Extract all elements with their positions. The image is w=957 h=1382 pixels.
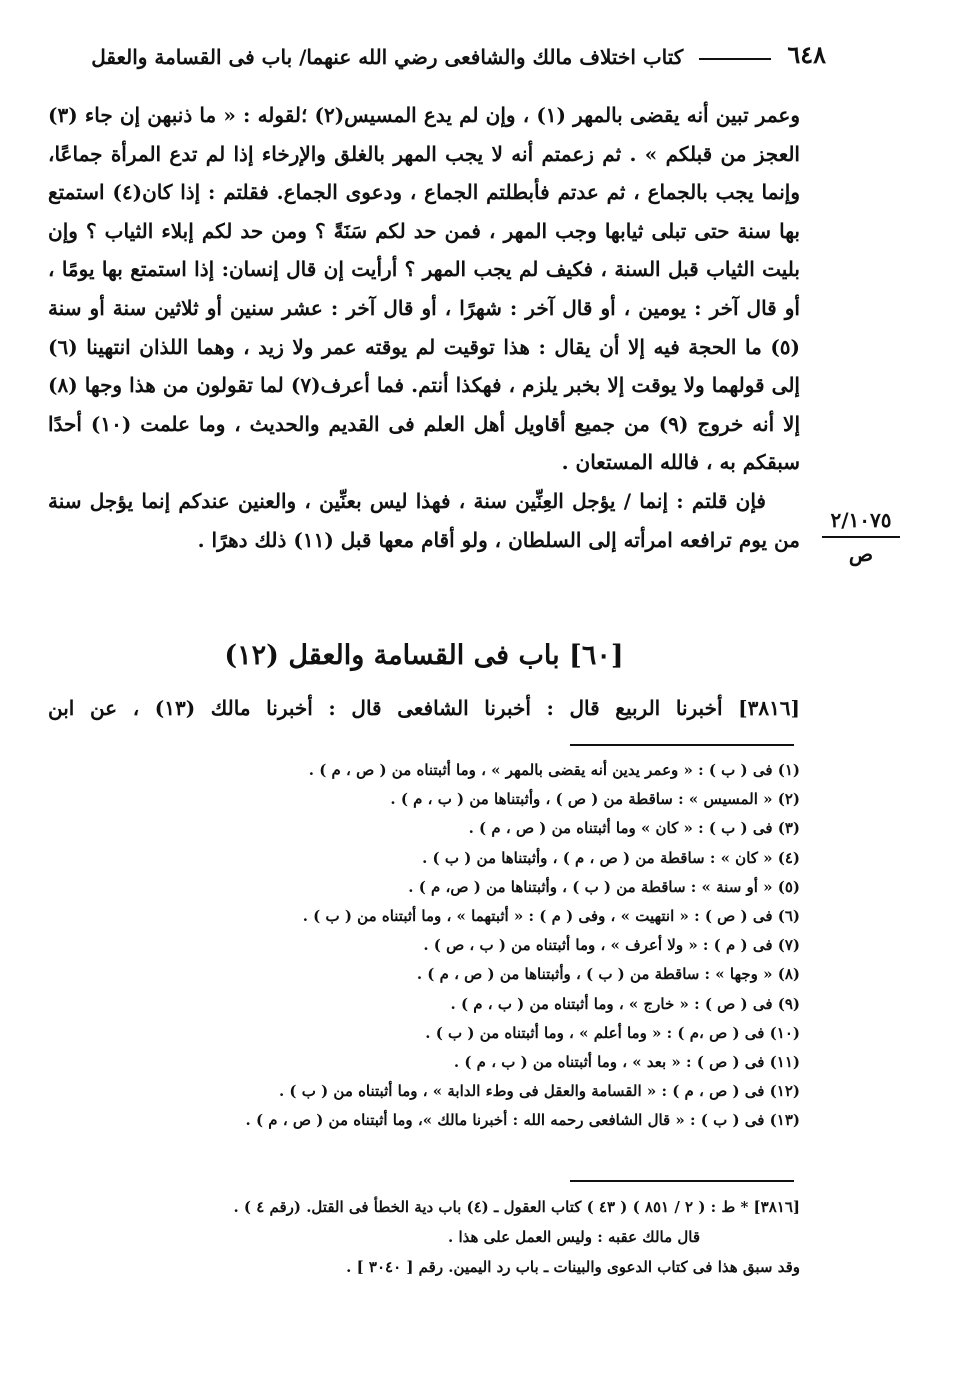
header-rule	[699, 58, 771, 60]
footnote: (١٢) فى ( ص ، م ) : « القسامة والعقل فى وطء الدابة » ، وما أثبتناه من ( ب ) .	[278, 1082, 800, 1101]
source-comment: قال مالك عقبه : وليس العمل على هذا .	[448, 1228, 700, 1246]
manuscript-margin-reference	[822, 508, 900, 566]
source-reference: [٣٨١٦] * ط : ( ٢ / ٨٥١ ) ( ٤٣ ) كتاب العقول ـ (٤) باب دية الخطأ فى القتل. (رقم ٤ ) .	[233, 1198, 800, 1216]
footnote: (٥) « أو سنة » : ساقطة من ( ب ) ، وأثبتناها من ( ص، م ) .	[408, 877, 800, 896]
footnote: (١١) فى ( ص ) : « بعد » ، وما أثبتناه من ( ب ، م ) .	[453, 1053, 800, 1072]
source-separator	[570, 1180, 794, 1182]
footnote: (٩) فى ( ص ) : « خارج » ، وما أثبتناه من ( ب ، م ) .	[450, 994, 800, 1013]
source-notes	[100, 1192, 800, 1282]
margin-ref-siglum: ص	[848, 542, 874, 566]
footnote: (٨) « وجها » : ساقطة من ( ب ) ، وأثبتناها من ( ص ، م ) .	[416, 965, 800, 984]
section-heading: [٦٠] باب فى القسامة والعقل (١٢)	[224, 640, 624, 671]
body-text	[48, 96, 800, 559]
footnote: (١٣) فى ( ب ) : « قال الشافعى رحمه الله : أخبرنا مالك »، وما أثبتناه من ( ص ، م ) .	[245, 1111, 800, 1130]
footnote: (٧) فى ( م ) : « ولا أعرف » ، وما أثبتناه من ( ب ، ص ) .	[423, 936, 800, 955]
running-header	[48, 40, 826, 69]
hadith-opening-line: [٣٨١٦] أخبرنا الربيع قال : أخبرنا الشافعى قال : أخبرنا مالك (١٣) ، عن ابن	[48, 696, 801, 720]
footnotes	[100, 756, 800, 1136]
body-paragraph-1: وعمر تبين أنه يقضى بالمهر (١) ، وإن لم يدع المسيس(٢) ؛لقوله : « ما ذنبهن إن جاء (٣) العجز من قبلكم » . ثم زعمتم أنه لا يجب المهر بالغلق والإرخاء إذا لم تدع المرأة جماعًا، وإنما يجب بالجماع ، ثم عدتم فأبطلتم الجماع ، ودعوى الجماع. فقلتم : إذا كان(٤) استمتع بها سنة حتى تبلى ثيابها وجب المهر ، فمن حد لكم سَنَةً ؟ ومن حد لكم إبلاء الثياب ؟ وإن بليت الثياب قبل السنة ، فكيف لم يجب المهر ؟ أرأيت إن قال إنسان: إذا استمتع بها يومًا ، أو قال آخر : يومين ، أو قال آخر : شهرًا ، أو قال آخر : عشر سنين أو ثلاثين سنة أو سنة (٥) ما الحجة فيه إلا أن يقال : هذا توقيت لم يوقته عمر ولا زيد ، وهما اللذان انتهينا (٦) إلى قولهما ولا يوقت إلا بخبر يلزم ، فهكذا أنتم. فما أعرف(٧) لما تقولون من هذا وجها (٨) إلا أنه خروج (٩) من جميع أقاويل أهل العلم فى القديم والحديث ، وما علمت (١٠) أحدًا سبقكم به ، فالله المستعان .	[48, 103, 800, 475]
page-number: ٦٤٨	[787, 40, 826, 69]
footnote: (٢) « المسيس » : ساقطة من ( ص ) ، وأثبتناها من ( ب ، م ) .	[390, 790, 800, 809]
body-paragraph-2: فإن قلتم : إنما / يؤجل العِنِّين سنة ، فهذا ليس بعنِّين ، والعنين عندكم إنما يؤجل سنة من يوم ترافعه امرأته إلى السلطان ، ولو أقام معها قبل (١١) ذلك دهرًا .	[48, 488, 800, 552]
footnote: (٣) فى ( ب ) : « كان » وما أثبتناه من ( ص ، م ) .	[468, 819, 800, 838]
cross-reference: وقد سبق هذا فى كتاب الدعوى والبينات ـ باب رد اليمين. رقم [ ٣٠٤٠ ] .	[346, 1258, 800, 1276]
margin-ref-folio: ٢/١٠٧٥	[822, 508, 900, 538]
footnote: (٤) « كان » : ساقطة من ( ص ، م ) ، وأثبتناها من ( ب ) .	[422, 848, 800, 867]
footnote: (١) فى ( ب ) : « وعمر يدين أنه يقضى بالمهر » ، وما أثبتناه من ( ص ، م ) .	[308, 761, 800, 779]
footnote: (١٠) فى ( ص ،م ) : « وما أعلم » ، وما أثبتناه من ( ب ) .	[425, 1023, 800, 1042]
footnote-separator	[570, 744, 794, 746]
footnote: (٦) فى ( ص ) : « انتهيت » ، وفى ( م ) : « أثبتهما » ، وما أثبتناه من ( ب ) .	[302, 907, 800, 926]
running-title: كتاب اختلاف مالك والشافعى رضي الله عنهما/ باب فى القسامة والعقل	[91, 45, 684, 69]
